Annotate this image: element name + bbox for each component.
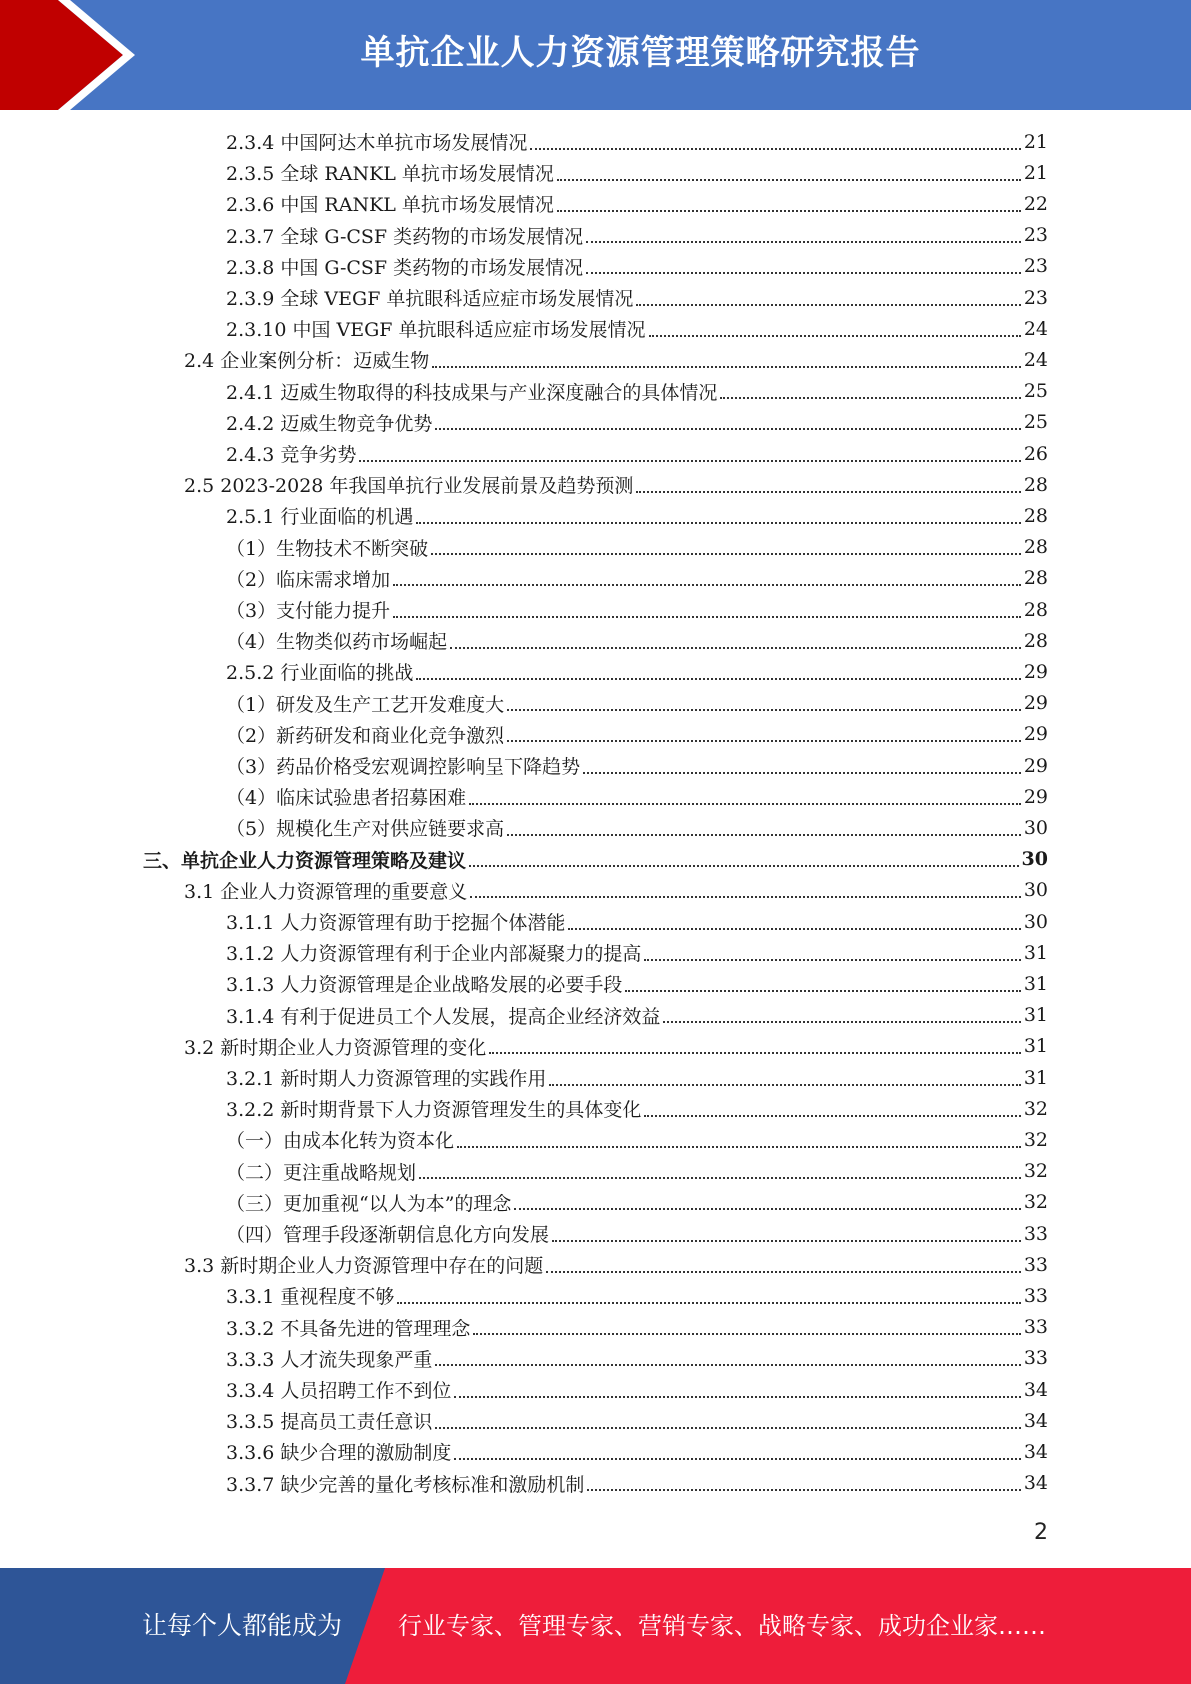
toc-entry[interactable] [226, 1374, 1048, 1405]
toc-entry[interactable] [226, 1000, 1048, 1031]
toc-entry-page: 28 [1023, 598, 1048, 621]
toc-entry-page: 24 [1023, 317, 1048, 340]
toc-entry-page: 28 [1023, 504, 1048, 527]
toc-entry-page: 31 [1023, 941, 1048, 964]
toc-leader-dots [720, 397, 1020, 399]
toc-entry-title: 2.3.9 全球 VEGF 单抗眼科适应症市场发展情况 [226, 288, 634, 310]
toc-leader-dots [625, 990, 1020, 992]
toc-entry-title: 3.3.7 缺少完善的量化考核标准和激励机制 [226, 1473, 585, 1496]
toc-leader-dots [416, 678, 1020, 680]
toc-entry-page: 32 [1023, 1191, 1048, 1214]
toc-leader-dots [435, 1364, 1020, 1366]
toc-entry-page: 32 [1023, 1097, 1048, 1120]
toc-entry-title: （1）研发及生产工艺开发难度大 [226, 693, 505, 716]
toc-entry-page: 29 [1023, 723, 1048, 746]
toc-leader-dots [546, 1271, 1021, 1273]
toc-entry[interactable] [226, 438, 1048, 469]
toc-entry[interactable] [226, 1156, 1048, 1187]
toc-leader-dots [469, 865, 1019, 867]
toc-entry-page: 29 [1023, 754, 1048, 777]
toc-entry-page: 28 [1023, 473, 1048, 496]
toc-entry-title: 3.1 企业人力资源管理的重要意义 [184, 880, 468, 903]
toc-entry-page: 33 [1023, 1284, 1048, 1307]
footer-banner [0, 1568, 1191, 1684]
toc-entry-page: 28 [1023, 567, 1048, 590]
toc-leader-dots [431, 553, 1021, 555]
toc-entry[interactable] [226, 968, 1048, 999]
toc-leader-dots [557, 210, 1021, 212]
toc-entry-title: 3.1.3 人力资源管理是企业战略发展的必要手段 [226, 974, 623, 997]
toc-leader-dots [397, 1302, 1020, 1304]
toc-entry-page: 34 [1023, 1378, 1048, 1401]
toc-entry[interactable] [226, 812, 1048, 843]
toc-entry-page: 33 [1023, 1253, 1048, 1276]
toc-entry[interactable] [226, 1343, 1048, 1374]
toc-entry-page: 24 [1023, 348, 1048, 371]
toc-entry-title: 3.1.1 人力资源管理有助于挖掘个体潜能 [226, 912, 566, 934]
toc-leader-dots [454, 1458, 1020, 1460]
toc-entry[interactable] [226, 188, 1048, 219]
toc-entry-title: （三）更加重视“以人为本”的理念 [226, 1192, 512, 1215]
toc-entry-title: 2.5.1 行业面临的机遇 [226, 506, 414, 529]
toc-entry-page: 33 [1023, 1222, 1048, 1245]
toc-leader-dots [636, 304, 1020, 306]
toc-entry-title: （1）生物技术不断突破 [226, 537, 429, 560]
toc-entry-page: 28 [1023, 629, 1048, 652]
toc-entry-title: 2.5.2 行业面临的挑战 [226, 662, 414, 685]
toc-entry-page: 30 [1023, 910, 1048, 933]
toc-entry[interactable] [226, 1187, 1048, 1218]
toc-entry[interactable] [184, 344, 1048, 375]
toc-entry-page: 23 [1023, 255, 1048, 278]
toc-entry[interactable] [226, 1124, 1048, 1155]
toc-entry[interactable] [226, 532, 1048, 563]
toc-entry-title: 三、单抗企业人力资源管理策略及建议 [143, 849, 467, 872]
toc-entry-title: （二）更注重战略规划 [226, 1161, 417, 1184]
toc-entry[interactable] [226, 1405, 1048, 1436]
toc-entry-title: 2.4 企业案例分析：迈威生物 [184, 350, 430, 373]
toc-entry-title: 3.2.2 新时期背景下人力资源管理发生的具体变化 [226, 1099, 642, 1122]
toc-entry-title: 2.3.8 中国 G-CSF 类药物的市场发展情况 [226, 256, 584, 279]
toc-entry[interactable] [184, 1249, 1048, 1280]
toc-entry-page: 22 [1023, 192, 1048, 215]
toc-entry[interactable] [184, 469, 1048, 500]
footer-slogan-left: 让每个人都能成为 [142, 1611, 343, 1640]
toc-entry[interactable] [226, 625, 1048, 656]
toc-leader-dots [435, 428, 1020, 430]
toc-entry-page: 29 [1023, 785, 1048, 808]
toc-entry[interactable] [226, 656, 1048, 687]
toc-entry[interactable] [226, 282, 1048, 313]
toc-entry[interactable] [226, 126, 1048, 157]
toc-leader-dots [507, 740, 1021, 742]
toc-entry-title: （5）规模化生产对供应链要求高 [226, 818, 505, 841]
toc-entry-title: （4）生物类似药市场崛起 [226, 631, 448, 654]
toc-leader-dots [557, 179, 1021, 181]
toc-entry-page: 26 [1023, 442, 1048, 465]
toc-entry-page: 31 [1023, 1004, 1048, 1027]
toc-entry-title: 2.5 2023-2028 年我国单抗行业发展前景及趋势预测 [184, 475, 634, 498]
toc-entry-page: 31 [1023, 1035, 1048, 1058]
toc-entry-title: 3.2.1 新时期人力资源管理的实践作用 [226, 1068, 547, 1090]
toc-entry-page: 25 [1023, 380, 1048, 403]
toc-entry-title: 2.4.2 迈威生物竞争优势 [226, 412, 433, 435]
toc-entry[interactable] [226, 500, 1048, 531]
toc-leader-dots [457, 1146, 1021, 1148]
toc-leader-dots [644, 1115, 1020, 1117]
toc-entry-page: 31 [1023, 972, 1048, 995]
toc-entry[interactable] [184, 1031, 1048, 1062]
toc-entry[interactable] [226, 937, 1048, 968]
toc-entry-page: 29 [1023, 692, 1048, 715]
toc-entry-title: （2）临床需求增加 [226, 568, 391, 591]
toc-entry[interactable] [226, 719, 1048, 750]
toc-leader-dots [359, 460, 1020, 462]
toc-leader-dots [435, 1427, 1020, 1429]
toc-leader-dots [470, 896, 1021, 898]
toc-leader-dots [586, 272, 1021, 274]
report-title: 单抗企业人力资源管理策略研究报告 [360, 33, 921, 73]
toc-entry-title: （3）支付能力提升 [226, 600, 391, 622]
toc-entry-title: 2.4.1 迈威生物取得的科技成果与产业深度融合的具体情况 [226, 381, 718, 404]
toc-entry-title: 3.3 新时期企业人力资源管理中存在的问题 [184, 1255, 544, 1278]
toc-entry[interactable] [226, 563, 1048, 594]
toc-entry-title: 3.1.2 人力资源管理有利于企业内部凝聚力的提高 [226, 943, 642, 966]
toc-entry-title: （2）新药研发和商业化竞争激烈 [226, 724, 505, 747]
toc-entry-title: （3）药品价格受宏观调控影响呈下降趋势 [226, 756, 581, 778]
toc-entry-title: 2.3.5 全球 RANKL 单抗市场发展情况 [226, 163, 554, 186]
toc-entry-page: 30 [1023, 816, 1048, 839]
toc-entry-page: 29 [1023, 660, 1048, 683]
toc-entry[interactable] [226, 594, 1048, 625]
header-arrow-decoration [0, 0, 150, 110]
toc-leader-dots [586, 241, 1021, 243]
toc-entry[interactable] [226, 220, 1048, 251]
toc-leader-dots [583, 772, 1021, 774]
toc-leader-dots [469, 803, 1021, 805]
toc-leader-dots [549, 1084, 1020, 1086]
toc-entry[interactable] [226, 906, 1048, 937]
toc-entry-page: 28 [1023, 536, 1048, 559]
toc-entry-page: 30 [1021, 848, 1048, 871]
footer-slogan-right: 行业专家、管理专家、营销专家、战略专家、成功企业家…… [398, 1612, 1046, 1640]
toc-entry[interactable] [143, 844, 1048, 875]
toc-leader-dots [530, 148, 1020, 150]
toc-entry[interactable] [226, 781, 1048, 812]
toc-leader-dots [454, 1396, 1020, 1398]
toc-entry-page: 32 [1023, 1160, 1048, 1183]
toc-leader-dots [644, 959, 1020, 961]
toc-entry-page: 31 [1023, 1066, 1048, 1089]
toc-entry[interactable] [226, 688, 1048, 719]
toc-leader-dots [393, 616, 1021, 618]
toc-entry[interactable] [226, 1218, 1048, 1249]
toc-entry[interactable] [226, 1093, 1048, 1124]
toc-entry-title: 3.3.5 提高员工责任意识 [226, 1411, 433, 1434]
toc-leader-dots [649, 335, 1021, 337]
toc-entry[interactable] [226, 1312, 1048, 1343]
toc-leader-dots [432, 366, 1021, 368]
toc-leader-dots [663, 1021, 1020, 1023]
toc-leader-dots [419, 1177, 1021, 1179]
toc-entry-page: 34 [1023, 1409, 1048, 1432]
toc-entry[interactable] [226, 1468, 1048, 1499]
toc-leader-dots [450, 647, 1021, 649]
toc-leader-dots [507, 709, 1021, 711]
toc-leader-dots [636, 491, 1020, 493]
toc-entry[interactable] [226, 1062, 1048, 1093]
page-number: 2 [1034, 1520, 1048, 1545]
toc-entry-page: 33 [1023, 1316, 1048, 1339]
toc-entry-title: 3.3.4 人员招聘工作不到位 [226, 1380, 452, 1402]
toc-leader-dots [552, 1240, 1021, 1242]
toc-entry-title: 3.3.2 不具备先进的管理理念 [226, 1317, 471, 1340]
toc-entry-title: 2.3.6 中国 RANKL 单抗市场发展情况 [226, 194, 554, 217]
toc-entry-title: 2.3.10 中国 VEGF 单抗眼科适应症市场发展情况 [226, 319, 646, 342]
toc-leader-dots [416, 522, 1020, 524]
toc-entry-page: 23 [1023, 224, 1048, 247]
toc-entry-title: 3.2 新时期企业人力资源管理的变化 [184, 1036, 487, 1059]
toc-entry-page: 30 [1023, 879, 1048, 902]
toc-entry-page: 25 [1023, 411, 1048, 434]
toc-entry[interactable] [226, 376, 1048, 407]
toc-leader-dots [514, 1208, 1020, 1210]
toc-entry-title: 3.3.3 人才流失现象严重 [226, 1348, 433, 1371]
toc-entry-title: 2.4.3 竞争劣势 [226, 444, 357, 466]
toc-entry-page: 21 [1023, 161, 1048, 184]
toc-entry-page: 23 [1023, 286, 1048, 309]
toc-entry[interactable] [226, 750, 1048, 781]
toc-entry[interactable] [226, 1280, 1048, 1311]
toc-entry[interactable] [226, 407, 1048, 438]
toc-entry-title: （一）由成本化转为资本化 [226, 1130, 455, 1153]
toc-entry-page: 32 [1023, 1128, 1048, 1151]
toc-leader-dots [473, 1333, 1020, 1335]
toc-entry-title: （四）管理手段逐渐朝信息化方向发展 [226, 1224, 550, 1246]
toc-entry[interactable] [226, 157, 1048, 188]
toc-entry-title: 3.3.1 重视程度不够 [226, 1286, 395, 1309]
toc-entry[interactable] [226, 313, 1048, 344]
toc-leader-dots [507, 834, 1021, 836]
toc-leader-dots [587, 1489, 1020, 1491]
report-header [0, 0, 1191, 110]
toc-leader-dots [568, 928, 1020, 930]
toc-entry-page: 34 [1023, 1472, 1048, 1495]
toc-entry-title: 3.1.4 有利于促进员工个人发展，提高企业经济效益 [226, 1005, 661, 1028]
toc-entry-title: 3.3.6 缺少合理的激励制度 [226, 1442, 452, 1465]
toc-entry-title: 2.3.4 中国阿达木单抗市场发展情况 [226, 132, 528, 154]
toc-entry[interactable] [184, 875, 1048, 906]
toc-entry-title: （4）临床试验患者招募困难 [226, 787, 467, 810]
toc-leader-dots [393, 584, 1021, 586]
toc-entry-title: 2.3.7 全球 G-CSF 类药物的市场发展情况 [226, 225, 584, 248]
toc-entry-page: 33 [1023, 1347, 1048, 1370]
toc-entry-page: 21 [1023, 130, 1048, 153]
toc-entry-page: 34 [1023, 1440, 1048, 1463]
toc-entry[interactable] [226, 1436, 1048, 1467]
toc-entry[interactable] [226, 251, 1048, 282]
toc-leader-dots [489, 1052, 1021, 1054]
